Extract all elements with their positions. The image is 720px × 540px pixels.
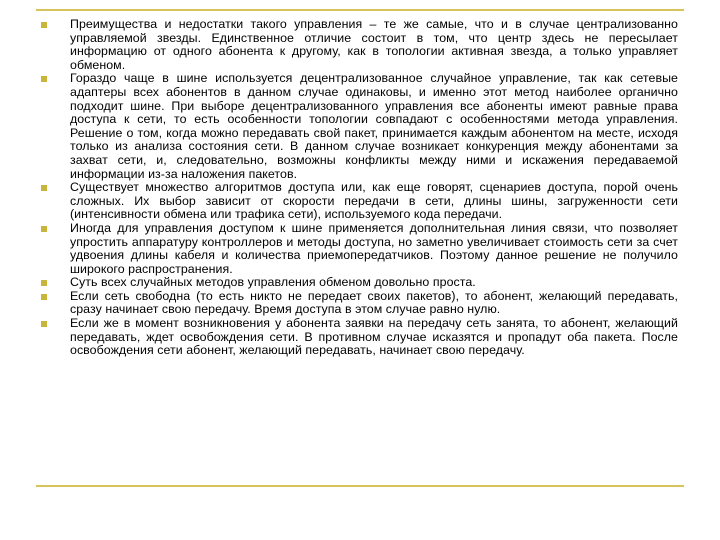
list-item xyxy=(38,18,678,72)
bullet-text: Суть всех случайных методов управления обменом довольно проста. xyxy=(70,275,476,290)
bullet-text: Существует множество алгоритмов доступа или, как еще говорят, сценариев доступа, порой очень сложных. Их выбор зависит от скорости передачи в сети, длины шины, загруженности сети (интенсивности обмена или трафика сети), используемого кода передачи. xyxy=(70,180,678,222)
square-bullet-icon xyxy=(41,294,47,300)
square-bullet-icon xyxy=(41,76,47,82)
bullet-text: Преимущества и недостатки такого управления – те же самые, что и в случае централизованно управляемой звезды. Единственное отличие состоит в том, что центр здесь не пересылает информацию от одного абонента к другому, как в топологии активная звезда, а только управляет обменом. xyxy=(70,17,678,72)
list-item xyxy=(38,181,678,222)
top-divider xyxy=(36,9,684,11)
bullet-text: Иногда для управления доступом к шине применяется дополнительная линия связи, что позволяет упростить аппаратуру контроллеров и методы доступа, но заметно увеличивает стоимость сети за счет удвоения длины кабеля и количества приемопередатчиков. Поэтому данное решение не получило широкого распространения. xyxy=(70,220,678,276)
list-item xyxy=(38,222,678,276)
bottom-divider xyxy=(36,485,684,487)
list-item xyxy=(38,72,678,181)
square-bullet-icon xyxy=(41,22,47,28)
square-bullet-icon xyxy=(41,226,47,232)
list-item xyxy=(38,290,678,317)
square-bullet-icon xyxy=(41,280,47,286)
bullet-list xyxy=(38,18,678,358)
bullet-text: Если же в момент возникновения у абонента заявки на передачу сеть занята, то абонент, желающий передавать, ждет освобождения сети. В противном случае исказятся и пропадут оба пакета. После освобождения сети абонент, желающий передавать, начинает свою передачу. xyxy=(70,316,678,358)
list-item xyxy=(38,317,678,358)
list-item xyxy=(38,276,678,290)
bullet-text: Если сеть свободна (то есть никто не передает своих пакетов), то абонент, желающий передавать, сразу начинает свою передачу. Время доступа в этом случае равно нулю. xyxy=(70,288,678,317)
square-bullet-icon xyxy=(41,321,47,327)
bullet-text: Гораздо чаще в шине используется децентрализованное случайное управление, так как сетевые адаптеры всех абонентов в данном случае одинаковы, и именно этот метод наиболее органично подходит шине. При выборе децентрализованного управления все абоненты имеют равные права доступа к сети, то есть особенности топологии совпадают с особенностями метода управления. Решение о том, когда можно передавать свой пакет, принимается каждым абонентом на месте, исходя только из анализа состояния сети. В данном случае возникает конкуренция между абонентами за захват сети, и, следовательно, возможны конфликты между ними и искажения передаваемой информации из-за наложения пакетов. xyxy=(70,71,678,181)
square-bullet-icon xyxy=(41,185,47,191)
